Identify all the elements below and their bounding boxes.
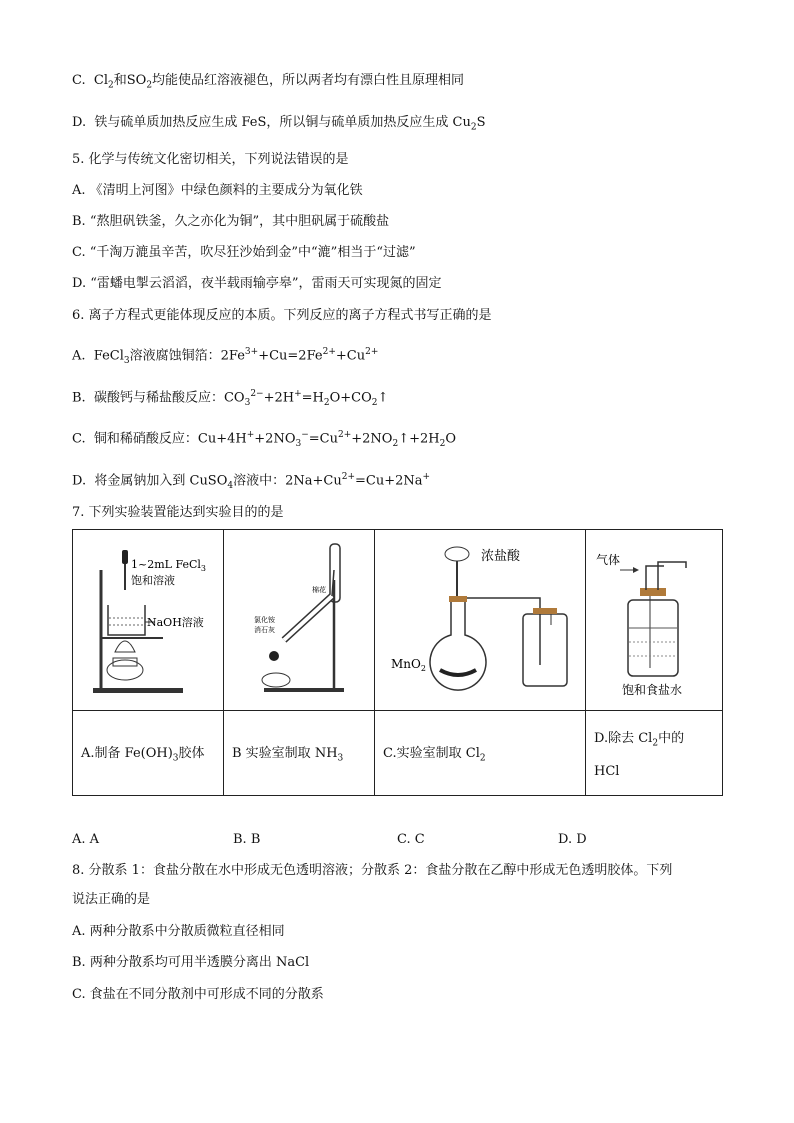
label-fecl3: 1~2mL FeCl$_3$ [131, 558, 207, 573]
q8-option-b: B. 两种分散系均可用半透膜分离出 NaCl [72, 955, 310, 970]
q6-stem: 6. 离子方程式更能体现反应的本质。下列反应的离子方程式书写正确的是 [72, 308, 492, 323]
figure-cell-d [586, 530, 723, 711]
q8-option-c: C. 食盐在不同分散剂中可形成不同的分散系 [72, 987, 324, 1002]
figure-cell-a [73, 530, 224, 711]
caption-c: C.实验室制取 $Cl_2$ [375, 711, 586, 796]
q6-option-a: A. FeCl$_3$溶液腐蚀铜箔：$2Fe^{3+}+Cu=2Fe^{2+}+Cu^{2+}$ [72, 347, 379, 366]
q4-option-d: D. 铁与硫单质加热反应生成 FeS，所以铜与硫单质加热反应生成 $Cu_2S$ [72, 115, 486, 133]
q7-option-d: D. D [558, 832, 587, 847]
q8-stem-line2: 说法正确的是 [72, 892, 151, 907]
q7-option-a: A. A [72, 832, 100, 847]
apparatus-d-diagram [586, 530, 722, 706]
label-ammonium-chloride: 氯化铵 [254, 616, 275, 624]
q6-option-b: B. 碳酸钙与稀盐酸反应：$CO_3^{2-}+2H^+=H_2O+CO_2↑$ [72, 389, 389, 408]
caption-a: A.制备 $Fe(OH)_3$胶体 [73, 711, 224, 796]
q7-option-b: B. B [233, 832, 261, 847]
q8-option-a: A. 两种分散系中分散质微粒直径相同 [72, 924, 285, 939]
q7-stem: 7. 下列实验装置能达到实验目的的是 [72, 505, 284, 520]
label-mno2: MnO$_2$ [391, 657, 426, 673]
label-saturated-solution: 饱和溶液 [131, 574, 175, 587]
apparatus-a-diagram [73, 530, 223, 706]
q5-stem: 5. 化学与传统文化密切相关，下列说法错误的是 [72, 152, 349, 167]
label-saturated-brine: 饱和食盐水 [622, 683, 683, 697]
apparatus-b-diagram [224, 530, 374, 706]
label-conc-hcl: 浓盐酸 [481, 549, 521, 564]
label-gas: 气体 [596, 553, 621, 567]
figure-cell-b [224, 530, 375, 711]
apparatus-c-diagram [375, 530, 585, 706]
q6-option-d: D. 将金属钠加入到 CuSO$_4$溶液中：$2Na+Cu^{2+}=Cu+2Na^+$ [72, 472, 431, 491]
q6-option-c: C. 铜和稀硝酸反应：$Cu+4H^++2NO_3^-=Cu^{2+}+2NO_2↑+2H_2O$ [72, 430, 457, 449]
caption-d: D.除去 $Cl_2$中的 HCl [586, 711, 723, 796]
experiment-table [72, 529, 723, 796]
q5-option-d: D. “雷蟠电掣云滔滔，夜半载雨输亭皋”，雷雨天可实现氮的固定 [72, 276, 442, 291]
label-naoh-solution: NaOH溶液 [147, 616, 204, 629]
q5-option-a: A. 《清明上河图》中绿色颜料的主要成分为氧化铁 [72, 183, 363, 198]
q4-option-c: C. $Cl_2$和$SO_2$均能使品红溶液褪色，所以两者均有漂白性且原理相同 [72, 73, 465, 91]
q8-stem-line1: 8. 分散系 1：食盐分散在水中形成无色透明溶液；分散系 2：食盐分散在乙醇中形成无色透明胶体。下列 [72, 863, 673, 878]
q5-option-c: C. “千淘万漉虽辛苦，吹尽狂沙始到金”中“漉”相当于“过滤” [72, 245, 416, 260]
q7-option-c: C. C [397, 832, 425, 847]
label-cotton: 棉花 [312, 586, 326, 594]
figure-cell-c [375, 530, 586, 711]
label-slaked-lime: 消石灰 [254, 626, 275, 634]
caption-b: B 实验室制取 $NH_3$ [224, 711, 375, 796]
q5-option-b: B. “熬胆矾铁釜，久之亦化为铜”，其中胆矾属于硫酸盐 [72, 214, 390, 229]
